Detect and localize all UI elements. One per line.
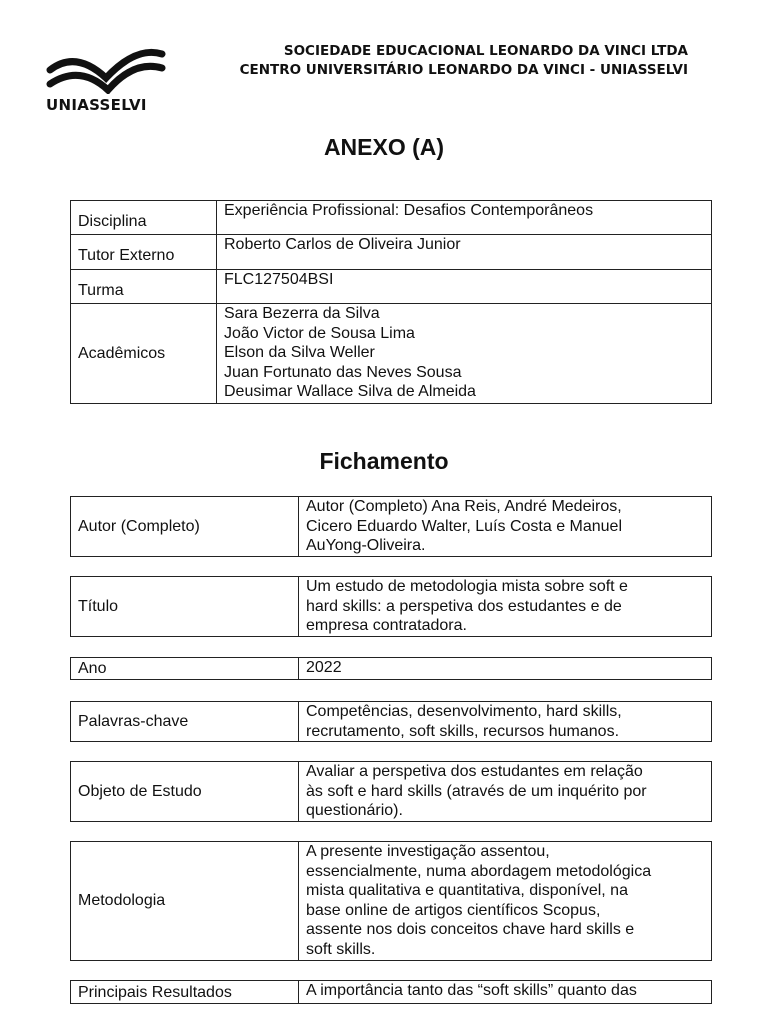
autor-table bbox=[70, 496, 712, 557]
academico-name: Sara Bezerra da Silva bbox=[224, 305, 380, 322]
tutor-label: Tutor Externo bbox=[71, 235, 217, 270]
academicos-label: Acadêmicos bbox=[71, 304, 217, 404]
text-line: às soft e hard skills (através de um inquérito por bbox=[306, 782, 647, 800]
table-row bbox=[71, 201, 712, 235]
text-line: Competências, desenvolvimento, hard skills, bbox=[306, 703, 622, 720]
annex-title: ANEXO (A) bbox=[323, 134, 445, 160]
metodologia-value bbox=[299, 842, 712, 961]
resultados-label: Principais Resultados bbox=[71, 981, 299, 1004]
text-line: soft skills. bbox=[306, 940, 376, 958]
text-line: base online de artigos científicos Scopus, bbox=[306, 901, 601, 919]
metodologia-label: Metodologia bbox=[71, 842, 299, 961]
titulo-table bbox=[70, 576, 712, 637]
academico-name: Juan Fortunato das Neves Sousa bbox=[224, 363, 462, 381]
objeto-table bbox=[70, 761, 712, 822]
palavras-value bbox=[299, 702, 712, 742]
logo-text: UNIASSELVI bbox=[46, 96, 147, 114]
titulo-value bbox=[299, 577, 712, 637]
text-line: Cicero Eduardo Walter, Luís Costa e Manuel bbox=[306, 517, 623, 535]
ano-label: Ano bbox=[71, 658, 299, 680]
table-row bbox=[71, 270, 712, 304]
turma-label: Turma bbox=[71, 270, 217, 304]
academicos-list bbox=[217, 304, 712, 404]
academico-name: Deusimar Wallace Silva de Almeida bbox=[224, 383, 476, 400]
autor-value bbox=[299, 497, 712, 557]
table-row bbox=[71, 304, 712, 404]
fichamento-title: Fichamento bbox=[319, 448, 449, 474]
table-row bbox=[71, 658, 712, 680]
academico-name: João Victor de Sousa Lima bbox=[224, 324, 415, 342]
ano-value: 2022 bbox=[299, 658, 712, 680]
text-line: Um estudo de metodologia mista sobre soft e bbox=[306, 578, 628, 595]
text-line: Avaliar a perspetiva dos estudantes em relação bbox=[306, 763, 643, 780]
palavras-label: Palavras-chave bbox=[71, 702, 299, 742]
text-line: A presente investigação assentou, bbox=[306, 843, 550, 860]
table-row bbox=[71, 981, 712, 1004]
resultados-value bbox=[299, 981, 712, 1004]
table-row bbox=[71, 762, 712, 822]
org-line-1: SOCIEDADE EDUCACIONAL LEONARDO DA VINCI LTDA bbox=[283, 43, 688, 59]
academico-name: Elson da Silva Weller bbox=[224, 344, 375, 361]
table-row bbox=[71, 702, 712, 742]
text-line: empresa contratadora. bbox=[306, 617, 467, 634]
text-line: assente nos dois conceitos chave hard skills e bbox=[306, 921, 635, 938]
titulo-label: Título bbox=[71, 577, 299, 637]
objeto-label: Objeto de Estudo bbox=[71, 762, 299, 822]
text-line: AuYong-Oliveira. bbox=[306, 537, 426, 554]
uniasselvi-logo bbox=[46, 42, 166, 118]
metodologia-table bbox=[70, 841, 712, 961]
text-line: hard skills: a perspetiva dos estudantes e de bbox=[306, 597, 622, 615]
objeto-value bbox=[299, 762, 712, 822]
resultados-table bbox=[70, 980, 712, 1004]
table-row bbox=[71, 497, 712, 557]
palavras-table bbox=[70, 701, 712, 742]
text-line: mista qualitativa e quantitativa, disponível, na bbox=[306, 882, 628, 899]
text-line: recrutamento, soft skills, recursos humanos. bbox=[306, 722, 620, 740]
ano-table bbox=[70, 657, 712, 680]
disciplina-label: Disciplina bbox=[71, 201, 217, 235]
table-row bbox=[71, 235, 712, 270]
institution-header bbox=[240, 42, 688, 80]
text-line: questionário). bbox=[306, 802, 403, 819]
turma-value: FLC127504BSI bbox=[217, 270, 712, 304]
autor-label: Autor (Completo) bbox=[71, 497, 299, 557]
table-row bbox=[71, 842, 712, 961]
text-line: Autor (Completo) Ana Reis, André Medeiros, bbox=[306, 498, 622, 515]
table-row bbox=[71, 577, 712, 637]
logo-arcs-icon bbox=[46, 42, 166, 94]
text-line: essencialmente, numa abordagem metodológica bbox=[306, 862, 652, 880]
tutor-value: Roberto Carlos de Oliveira Junior bbox=[217, 235, 712, 270]
text-line: A importância tanto das “soft skills” quanto das bbox=[306, 982, 637, 999]
info-table bbox=[70, 200, 712, 404]
disciplina-value: Experiência Profissional: Desafios Contemporâneos bbox=[217, 201, 712, 235]
org-line-2: CENTRO UNIVERSITÁRIO LEONARDO DA VINCI - UNIASSELVI bbox=[239, 62, 688, 78]
